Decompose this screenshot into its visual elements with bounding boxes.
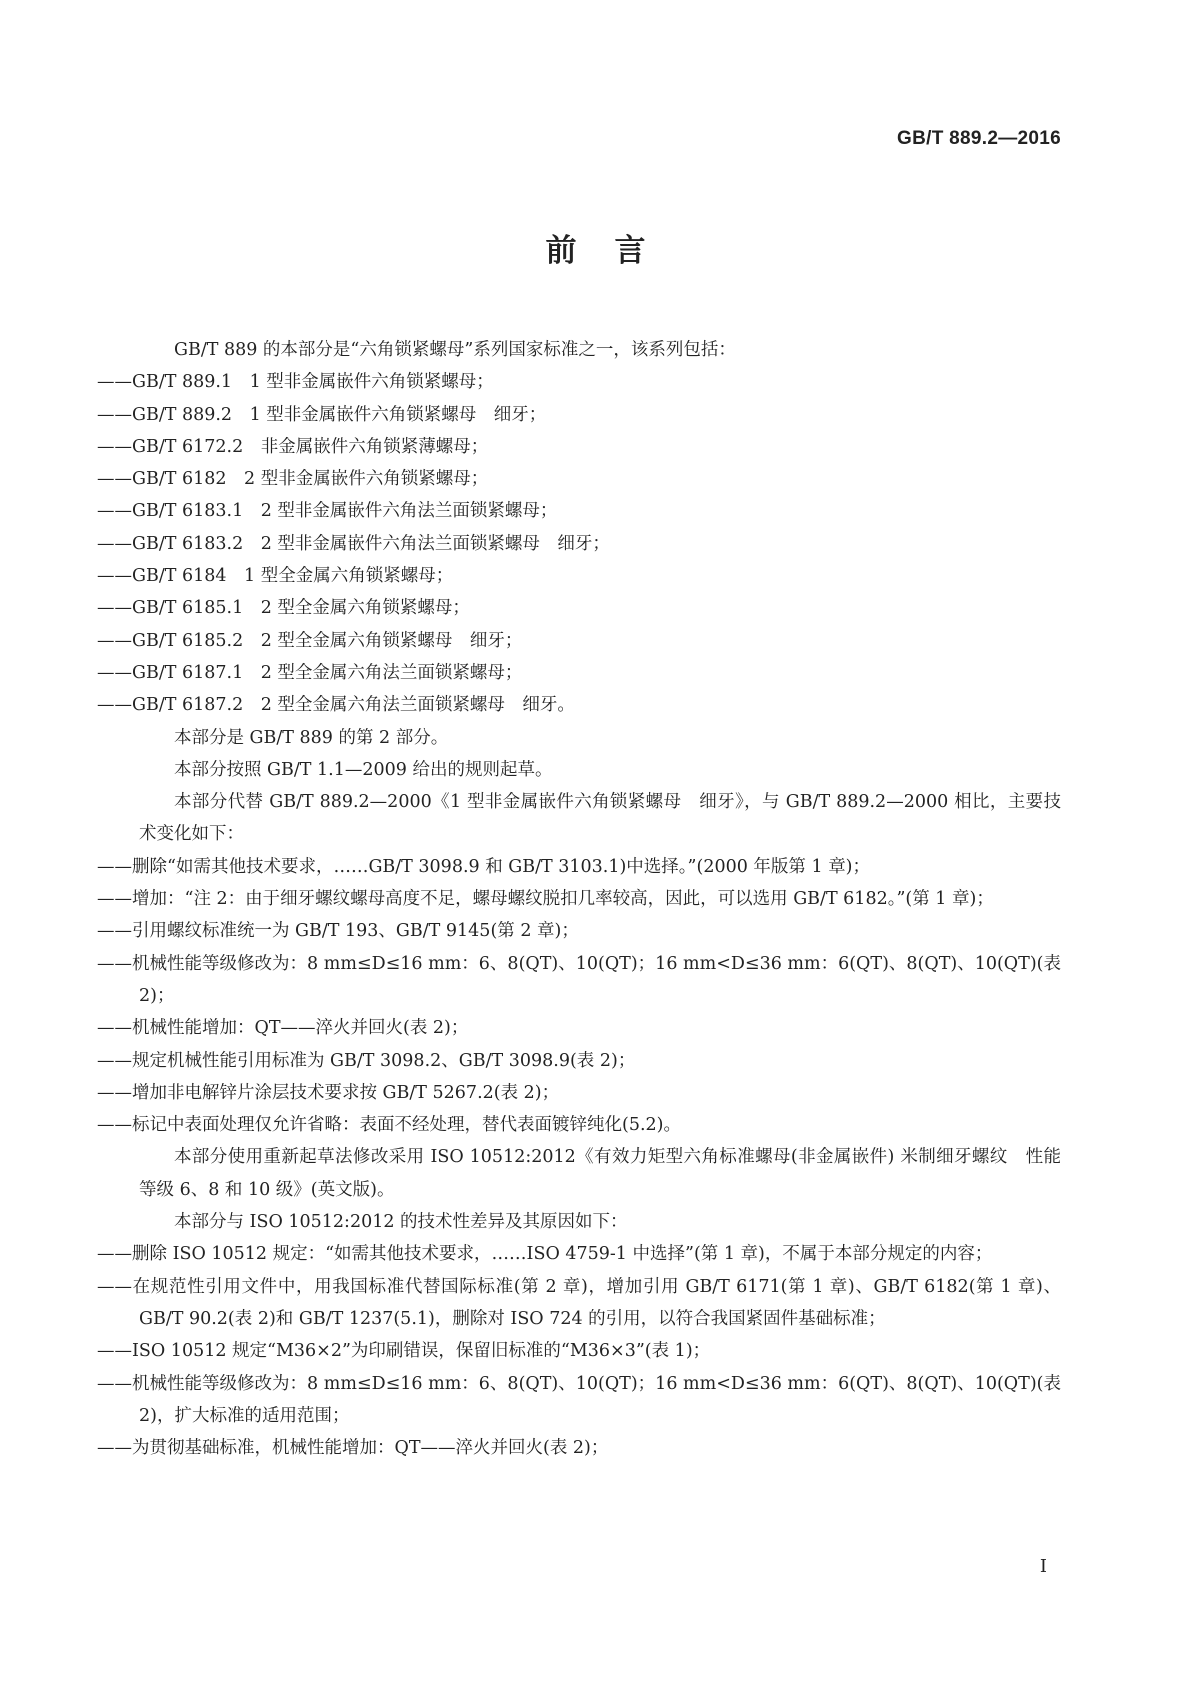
body-paragraph: 本部分按照 GB/T 1.1—2009 给出的规则起草。 xyxy=(174,759,553,780)
list-item: ——ISO 10512 规定“M36×2”为印刷错误，保留旧标准的“M36×3”(表 1)； xyxy=(97,1341,711,1362)
list-item: ——GB/T 6187.2 2 型全金属六角法兰面锁紧螺母 细牙。 xyxy=(97,695,575,716)
list-item: ——在规范性引用文件中，用我国标准代替国际标准(第 2 章)，增加引用 GB/T 6171(第 1 章)、GB/T 6182(第 1 章)、GB/T 90.2(表 2)和 GB/T 1237(5.1)，删除对 ISO 724 的引用，以符合我国紧固件基础标准； xyxy=(97,1276,1061,1329)
list-item: ——增加：“注 2：由于细牙螺纹螺母高度不足，螺母螺纹脱扣几率较高，因此，可以选用 GB/T 6182。”(第 1 章)； xyxy=(97,889,994,910)
list-item: ——GB/T 889.1 1 型非金属嵌件六角锁紧螺母； xyxy=(97,372,494,393)
body-paragraph: 本部分是 GB/T 889 的第 2 部分。 xyxy=(174,727,449,748)
list-item: ——机械性能增加：QT——淬火并回火(表 2)； xyxy=(97,1018,469,1039)
list-item: ——规定机械性能引用标准为 GB/T 3098.2、GB/T 3098.9(表 2)； xyxy=(97,1050,636,1071)
list-item: ——GB/T 6182 2 型非金属嵌件六角锁紧螺母； xyxy=(97,469,489,490)
body-paragraph: 本部分使用重新起草法修改采用 ISO 10512:2012《有效力矩型六角标准螺母(非金属嵌件) 米制细牙螺纹 性能等级 6、8 和 10 级》(英文版)。 xyxy=(139,1147,1061,1200)
page-number: I xyxy=(1039,1556,1047,1577)
list-item: ——引用螺纹标准统一为 GB/T 193、GB/T 9145(第 2 章)； xyxy=(97,921,579,942)
list-item: ——删除 ISO 10512 规定：“如需其他技术要求，……ISO 4759-1 中选择”(第 1 章)，不属于本部分规定的内容； xyxy=(97,1244,993,1265)
list-item: ——GB/T 6183.1 2 型非金属嵌件六角法兰面锁紧螺母； xyxy=(97,501,558,522)
list-item: ——GB/T 6185.1 2 型全金属六角锁紧螺母； xyxy=(97,598,470,619)
foreword-body xyxy=(97,334,1061,1464)
standard-number: GB/T 889.2—2016 xyxy=(897,128,1061,149)
body-paragraph: 本部分代替 GB/T 889.2—2000《1 型非金属嵌件六角锁紧螺母 细牙》，与 GB/T 889.2—2000 相比，主要技术变化如下： xyxy=(139,792,1061,845)
list-item: ——删除“如需其他技术要求，……GB/T 3098.9 和 GB/T 3103.1)中选择。”(2000 年版第 1 章)； xyxy=(97,856,871,877)
list-item: ——GB/T 6183.2 2 型非金属嵌件六角法兰面锁紧螺母 细牙； xyxy=(97,533,610,554)
list-item: ——GB/T 6172.2 非金属嵌件六角锁紧薄螺母； xyxy=(97,436,489,457)
list-item: ——为贯彻基础标准，机械性能增加：QT——淬火并回火(表 2)； xyxy=(97,1438,609,1459)
page-title: 前言 xyxy=(545,233,684,269)
list-item: ——GB/T 889.2 1 型非金属嵌件六角锁紧螺母 细牙； xyxy=(97,404,547,425)
list-item: ——GB/T 6187.1 2 型全金属六角法兰面锁紧螺母； xyxy=(97,662,523,683)
body-paragraph: GB/T 889 的本部分是“六角锁紧螺母”系列国家标准之一，该系列包括： xyxy=(174,340,736,360)
list-item: ——GB/T 6184 1 型全金属六角锁紧螺母； xyxy=(97,566,454,587)
list-item: ——增加非电解锌片涂层技术要求按 GB/T 5267.2(表 2)； xyxy=(97,1082,560,1103)
body-paragraph: 本部分与 ISO 10512:2012 的技术性差异及其原因如下： xyxy=(174,1212,628,1233)
list-item: ——标记中表面处理仅允许省略：表面不经处理，替代表面镀锌纯化(5.2)。 xyxy=(97,1115,681,1136)
list-item: ——机械性能等级修改为：8 mm≤D≤16 mm：6、8(QT)、10(QT)；16 mm<D≤36 mm：6(QT)、8(QT)、10(QT)(表 2)，扩大标准的适用范围； xyxy=(97,1373,1061,1426)
list-item: ——机械性能等级修改为：8 mm≤D≤16 mm：6、8(QT)、10(QT)；16 mm<D≤36 mm：6(QT)、8(QT)、10(QT)(表 2)； xyxy=(97,953,1061,1006)
list-item: ——GB/T 6185.2 2 型全金属六角锁紧螺母 细牙； xyxy=(97,630,523,651)
